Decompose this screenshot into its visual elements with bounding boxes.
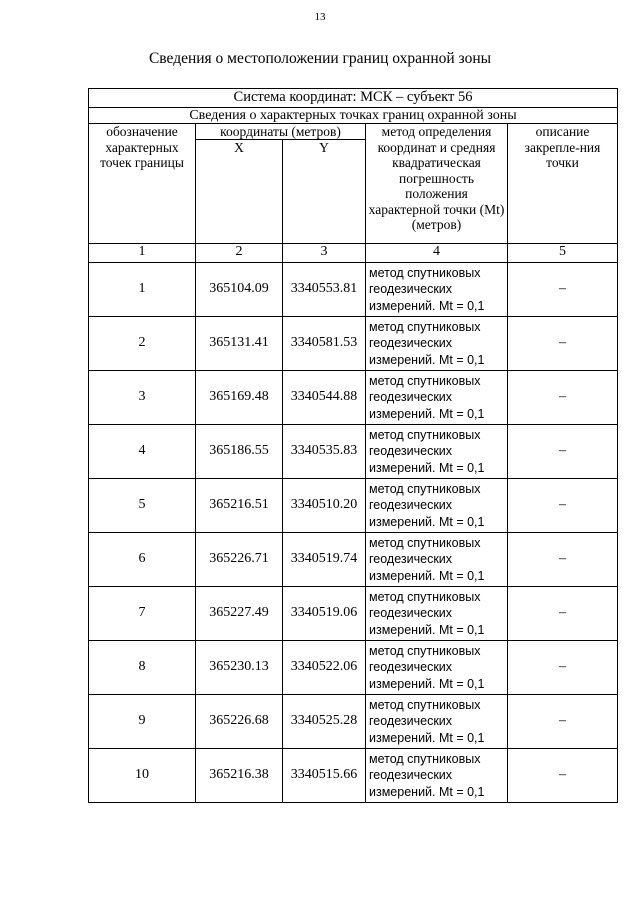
- description-cell: –: [508, 263, 618, 317]
- table-row: [89, 425, 618, 479]
- point-number-cell: 9: [89, 695, 196, 749]
- method-cell: метод спутниковых геодезических измерений. Mt = 0,1: [366, 425, 508, 479]
- table-row: [89, 479, 618, 533]
- method-cell: метод спутниковых геодезических измерений. Mt = 0,1: [366, 371, 508, 425]
- description-cell: –: [508, 641, 618, 695]
- table-row: [89, 587, 618, 641]
- y-coordinate-cell: 3340525.28: [283, 695, 366, 749]
- table-row: [89, 641, 618, 695]
- description-cell: –: [508, 533, 618, 587]
- y-coordinate-cell: 3340522.06: [283, 641, 366, 695]
- method-cell: метод спутниковых геодезических измерений. Mt = 0,1: [366, 263, 508, 317]
- point-number-cell: 4: [89, 425, 196, 479]
- method-cell: метод спутниковых геодезических измерений. Mt = 0,1: [366, 749, 508, 803]
- x-coordinate-cell: 365226.71: [196, 533, 283, 587]
- column-number: 3: [283, 244, 366, 263]
- x-coordinate-cell: 365216.38: [196, 749, 283, 803]
- table-row: [89, 533, 618, 587]
- point-number-cell: 3: [89, 371, 196, 425]
- point-number-cell: 7: [89, 587, 196, 641]
- column-number: 4: [366, 244, 508, 263]
- table-row: [89, 695, 618, 749]
- boundary-points-table: [88, 88, 618, 803]
- method-cell: метод спутниковых геодезических измерений. Mt = 0,1: [366, 317, 508, 371]
- description-cell: –: [508, 695, 618, 749]
- point-number-cell: 2: [89, 317, 196, 371]
- description-column-header: описание закрепле-ния точки: [508, 124, 618, 244]
- x-coordinate-cell: 365226.68: [196, 695, 283, 749]
- method-cell: метод спутниковых геодезических измерений. Mt = 0,1: [366, 641, 508, 695]
- method-cell: метод спутниковых геодезических измерений. Mt = 0,1: [366, 533, 508, 587]
- x-coordinate-cell: 365227.49: [196, 587, 283, 641]
- table-row: [89, 371, 618, 425]
- y-coordinate-cell: 3340535.83: [283, 425, 366, 479]
- x-coordinate-cell: 365131.41: [196, 317, 283, 371]
- table-row: [89, 749, 618, 803]
- y-coordinate-cell: 3340581.53: [283, 317, 366, 371]
- column-number: 5: [508, 244, 618, 263]
- y-column-header: Y: [283, 140, 366, 244]
- method-cell: метод спутниковых геодезических измерений. Mt = 0,1: [366, 479, 508, 533]
- y-coordinate-cell: 3340510.20: [283, 479, 366, 533]
- table-row: [89, 317, 618, 371]
- column-number: 2: [196, 244, 283, 263]
- point-number-cell: 10: [89, 749, 196, 803]
- y-coordinate-cell: 3340519.06: [283, 587, 366, 641]
- point-number-cell: 8: [89, 641, 196, 695]
- description-cell: –: [508, 317, 618, 371]
- x-coordinate-cell: 365186.55: [196, 425, 283, 479]
- description-cell: –: [508, 371, 618, 425]
- x-coordinate-cell: 365230.13: [196, 641, 283, 695]
- column-numbers-row: [89, 244, 618, 263]
- y-coordinate-cell: 3340519.74: [283, 533, 366, 587]
- method-cell: метод спутниковых геодезических измерений. Mt = 0,1: [366, 587, 508, 641]
- description-cell: –: [508, 749, 618, 803]
- coordinate-system-header: Система координат: МСК – субъект 56: [89, 89, 618, 108]
- document-title: Сведения о местоположении границ охранной зоны: [148, 50, 492, 67]
- description-cell: –: [508, 425, 618, 479]
- y-coordinate-cell: 3340544.88: [283, 371, 366, 425]
- x-coordinate-cell: 365104.09: [196, 263, 283, 317]
- point-number-cell: 1: [89, 263, 196, 317]
- description-cell: –: [508, 479, 618, 533]
- x-coordinate-cell: 365216.51: [196, 479, 283, 533]
- designation-column-header: обозначение характерных точек границы: [89, 124, 196, 244]
- point-number-cell: 5: [89, 479, 196, 533]
- section-header: Сведения о характерных точках границ охранной зоны: [89, 108, 618, 124]
- column-number: 1: [89, 244, 196, 263]
- description-cell: –: [508, 587, 618, 641]
- coordinates-column-header: координаты (метров): [196, 124, 366, 140]
- table-row: [89, 263, 618, 317]
- method-column-header: метод определения координат и средняя квадратическая погрешность положения характерной точки (Mt) (метров): [366, 124, 508, 244]
- y-coordinate-cell: 3340553.81: [283, 263, 366, 317]
- x-coordinate-cell: 365169.48: [196, 371, 283, 425]
- page-number: 13: [314, 11, 326, 23]
- y-coordinate-cell: 3340515.66: [283, 749, 366, 803]
- x-column-header: X: [196, 140, 283, 244]
- method-cell: метод спутниковых геодезических измерений. Mt = 0,1: [366, 695, 508, 749]
- point-number-cell: 6: [89, 533, 196, 587]
